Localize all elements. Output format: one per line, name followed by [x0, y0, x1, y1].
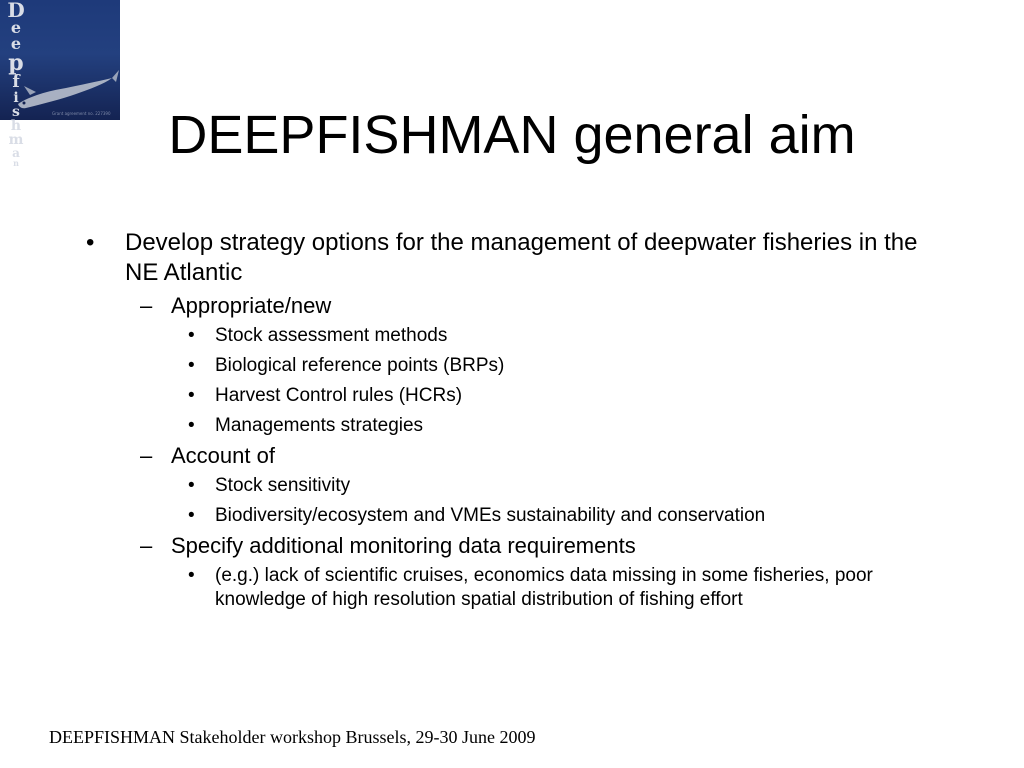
- bullet-text: Managements strategies: [215, 415, 424, 436]
- bullet-text: Stock assessment methods: [215, 325, 448, 346]
- bullet-marker: •: [188, 355, 195, 376]
- bullet-marker: •: [188, 415, 195, 436]
- bullet-item-level-1: [86, 228, 926, 288]
- bullet-list: [86, 228, 926, 612]
- bullet-text: Harvest Control rules (HCRs): [215, 385, 463, 406]
- bullet-marker: •: [188, 565, 195, 586]
- bullet-text: Stock sensitivity: [215, 475, 351, 496]
- logo-letter: p: [8, 50, 24, 76]
- logo-letter: m: [8, 132, 24, 148]
- bullet-item-level-2: [86, 442, 926, 470]
- slide-footer: DEEPFISHMAN Stakeholder workshop Brussels, 29-30 June 2009: [49, 727, 536, 747]
- logo-letter: n: [13, 158, 19, 168]
- logo-letter: e: [10, 34, 22, 53]
- dash-marker: –: [140, 533, 153, 558]
- logo-letter: f: [12, 72, 20, 92]
- bullet-item-level-3: [86, 474, 926, 498]
- bullet-text: Account of: [171, 443, 275, 468]
- logo-letter: D: [7, 0, 25, 22]
- bullet-marker: •: [188, 475, 195, 496]
- dash-marker: –: [140, 443, 153, 468]
- bullet-item-level-3: [86, 564, 926, 612]
- bullet-item-level-2: [86, 292, 926, 320]
- logo-grant-text: Grant agreement no. 227390: [52, 111, 111, 116]
- bullet-text: Biodiversity/ecosystem and VMEs sustainability and conservation: [215, 505, 766, 526]
- bullet-item-level-3: [86, 354, 926, 378]
- bullet-marker: •: [188, 505, 195, 526]
- bullet-marker: •: [86, 229, 95, 256]
- logo-letter: i: [13, 90, 19, 106]
- bullet-item-level-3: [86, 384, 926, 408]
- slide-title: DEEPFISHMAN general aim: [168, 105, 856, 165]
- logo-letter: s: [12, 104, 20, 120]
- bullet-text: Specify additional monitoring data requirements: [171, 533, 636, 558]
- dash-marker: –: [140, 293, 153, 318]
- logo-letter: h: [10, 118, 22, 134]
- logo-letter: e: [10, 18, 22, 37]
- bullet-item-level-3: [86, 414, 926, 438]
- bullet-text: Develop strategy options for the management of deepwater fisheries in the NE Atlantic: [125, 229, 918, 286]
- bullet-item-level-3: [86, 504, 926, 528]
- bullet-text: (e.g.) lack of scientific cruises, economics data missing in some fisheries, poor knowledge of high resolution spatial distribution of fishing effort: [215, 565, 873, 610]
- bullet-item-level-2: [86, 532, 926, 560]
- bullet-text: Appropriate/new: [171, 293, 332, 318]
- logo-letter: a: [12, 146, 20, 160]
- bullet-text: Biological reference points (BRPs): [215, 355, 505, 376]
- bullet-item-level-3: [86, 324, 926, 348]
- bullet-marker: •: [188, 385, 195, 406]
- bullet-marker: •: [188, 325, 195, 346]
